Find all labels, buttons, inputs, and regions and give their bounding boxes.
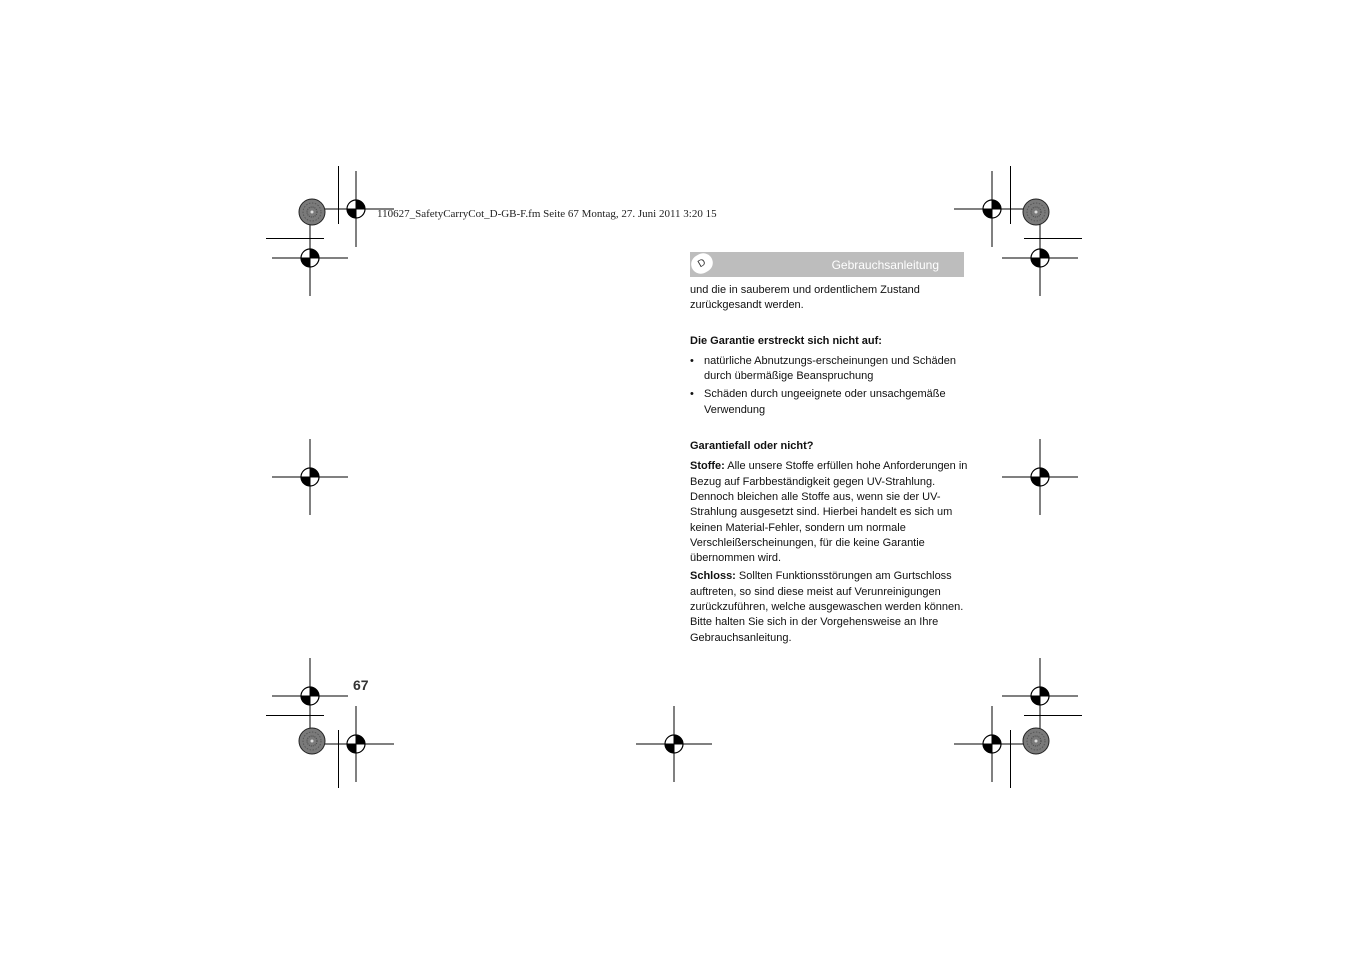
page-content — [690, 283, 968, 649]
section-heading: Garantiefall oder nicht? — [690, 440, 814, 453]
bullet: • — [690, 388, 694, 401]
registration-mark — [954, 171, 1030, 247]
paragraph-lock — [690, 569, 968, 645]
section-header-bar — [690, 252, 964, 277]
section-heading: Die Garantie erstreckt sich nicht auf: — [690, 334, 882, 347]
list-item — [690, 387, 968, 418]
list-item-text: natürliche Abnutzungs-erscheinungen und Schäden durch übermäßige Beanspruchung — [704, 354, 956, 383]
registration-mark — [272, 220, 348, 296]
section-title: Gebrauchsanleitung — [831, 258, 939, 272]
registration-mark — [636, 706, 712, 782]
registration-mark — [1002, 220, 1078, 296]
list-item-text: Schäden durch ungeeignete oder unsachgemäße Verwendung — [704, 388, 946, 416]
color-target — [299, 199, 325, 225]
registration-mark — [272, 658, 348, 734]
color-target — [299, 728, 325, 754]
paragraph-text: Sollten Funktionsstörungen am Gurtschloss auftreten, so sind diese meist auf Verunreinigungen zurückzuführen, welche ausgewaschen werden können. Bitte halten Sie sich in der Vorgehensweise an Ihre Gebrauchsanleitung. — [690, 570, 964, 644]
registration-mark — [1002, 439, 1078, 515]
color-target — [1023, 728, 1049, 754]
paragraph-lead: Schloss: — [690, 570, 736, 583]
file-header: 110627_SafetyCarryCot_D-GB-F.fm Seite 67 Montag, 27. Juni 2011 3:20 15 — [377, 208, 717, 220]
registration-mark — [318, 171, 394, 247]
intro-paragraph: und die in sauberem und ordentlichem Zustand zurückgesandt werden. — [690, 284, 920, 312]
registration-mark — [954, 706, 1030, 782]
registration-mark — [1002, 658, 1078, 734]
color-target — [1023, 199, 1049, 225]
paragraph-text: Alle unsere Stoffe erfüllen hohe Anforderungen in Bezug auf Farbbeständigkeit gegen UV-Strahlung. Dennoch bleichen alle Stoffe aus, wenn sie der UV-Strahlung ausgesetzt sind. Hierbei handelt es sich um keinen Material-Fehler, sondern um normale Verschleißerscheinungen, für die keine Garantie übernommen wird. — [690, 460, 968, 565]
language-badge: D — [688, 250, 717, 277]
paragraph-lead: Stoffe: — [690, 460, 725, 473]
registration-mark — [318, 706, 394, 782]
paragraph-fabrics — [690, 459, 968, 566]
bullet: • — [690, 354, 694, 367]
exclusion-list — [690, 354, 968, 418]
page-number: 67 — [353, 677, 369, 693]
list-item — [690, 354, 968, 385]
registration-mark — [272, 439, 348, 515]
